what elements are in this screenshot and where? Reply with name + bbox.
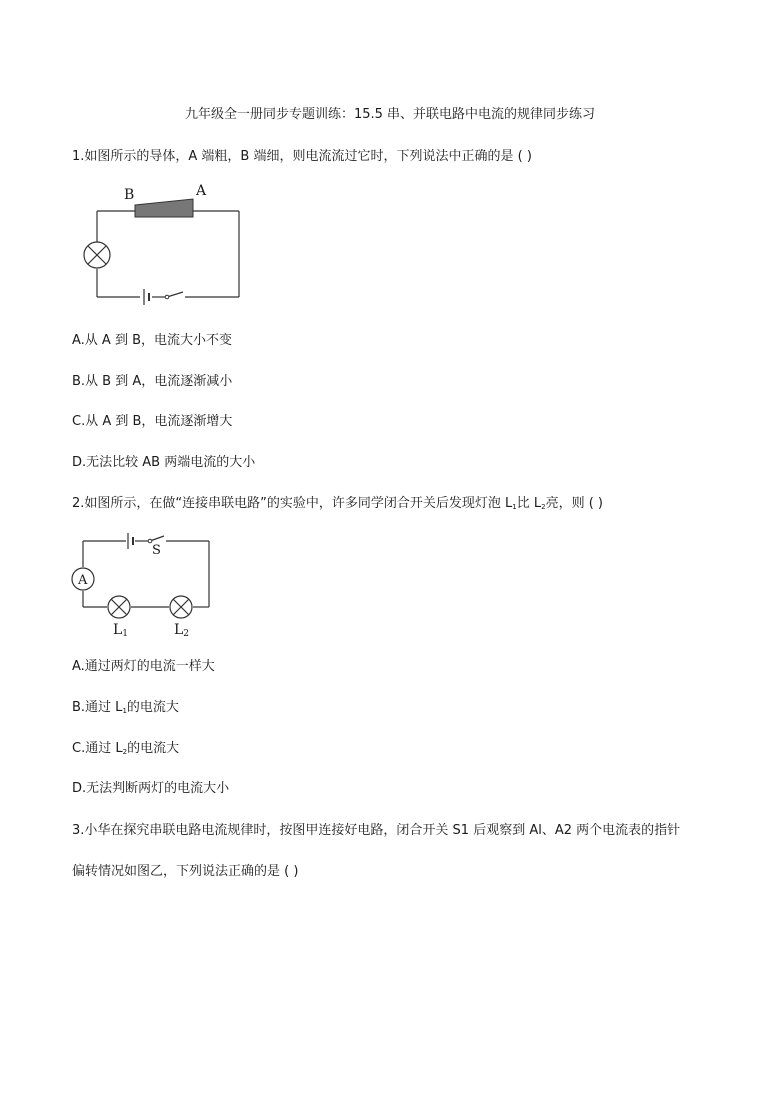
lamp-l2-label: L2 — [174, 622, 190, 639]
q2-option-c[interactable]: C.通过 L2的电流大 — [72, 741, 180, 756]
switch-label: S — [152, 543, 161, 558]
ammeter-label: A — [78, 573, 88, 588]
question-3-stem-line1: 3.小华在探究串联电路电流规律时，按图甲连接好电路，闭合开关 S1 后观察到 Al、A2 两个电流表的指针 — [72, 823, 681, 838]
lamp-l1-icon — [108, 596, 130, 618]
question-1-stem: 1.如图所示的导体，A 端粗，B 端细，则电流流过它时，下列说法中正确的是 ( ) — [72, 149, 532, 164]
question-3-stem-line2: 偏转情况如图乙，下列说法正确的是 ( ) — [72, 864, 299, 879]
lamp-l2-icon — [170, 596, 192, 618]
document-title: 九年级全一册同步专题训练：15.5 串、并联电路中电流的规律同步练习 — [184, 107, 596, 122]
q2-option-b[interactable]: B.通过 L1的电流大 — [72, 700, 179, 715]
label-b: B — [124, 187, 135, 203]
label-a: A — [196, 183, 207, 199]
q1-option-c[interactable]: C.从 A 到 B，电流逐渐增大 — [72, 414, 233, 429]
lamp-l1-label: L1 — [113, 622, 129, 639]
question-2-stem: 2.如图所示，在做“连接串联电路”的实验中，许多同学闭合开关后发现灯泡 L1比 L2亮，则 ( ) — [72, 496, 603, 511]
q1-option-b[interactable]: B.从 B 到 A，电流逐渐减小 — [72, 374, 233, 389]
ammeter-icon — [72, 568, 94, 590]
q2-option-d[interactable]: D.无法判断两灯的电流大小 — [72, 781, 230, 796]
battery-icon — [128, 533, 133, 549]
q2-option-a[interactable]: A.通过两灯的电流一样大 — [72, 659, 215, 674]
q1-option-d[interactable]: D.无法比较 AB 两端电流的大小 — [72, 455, 256, 470]
q1-option-a[interactable]: A.从 A 到 B，电流大小不变 — [72, 333, 233, 348]
